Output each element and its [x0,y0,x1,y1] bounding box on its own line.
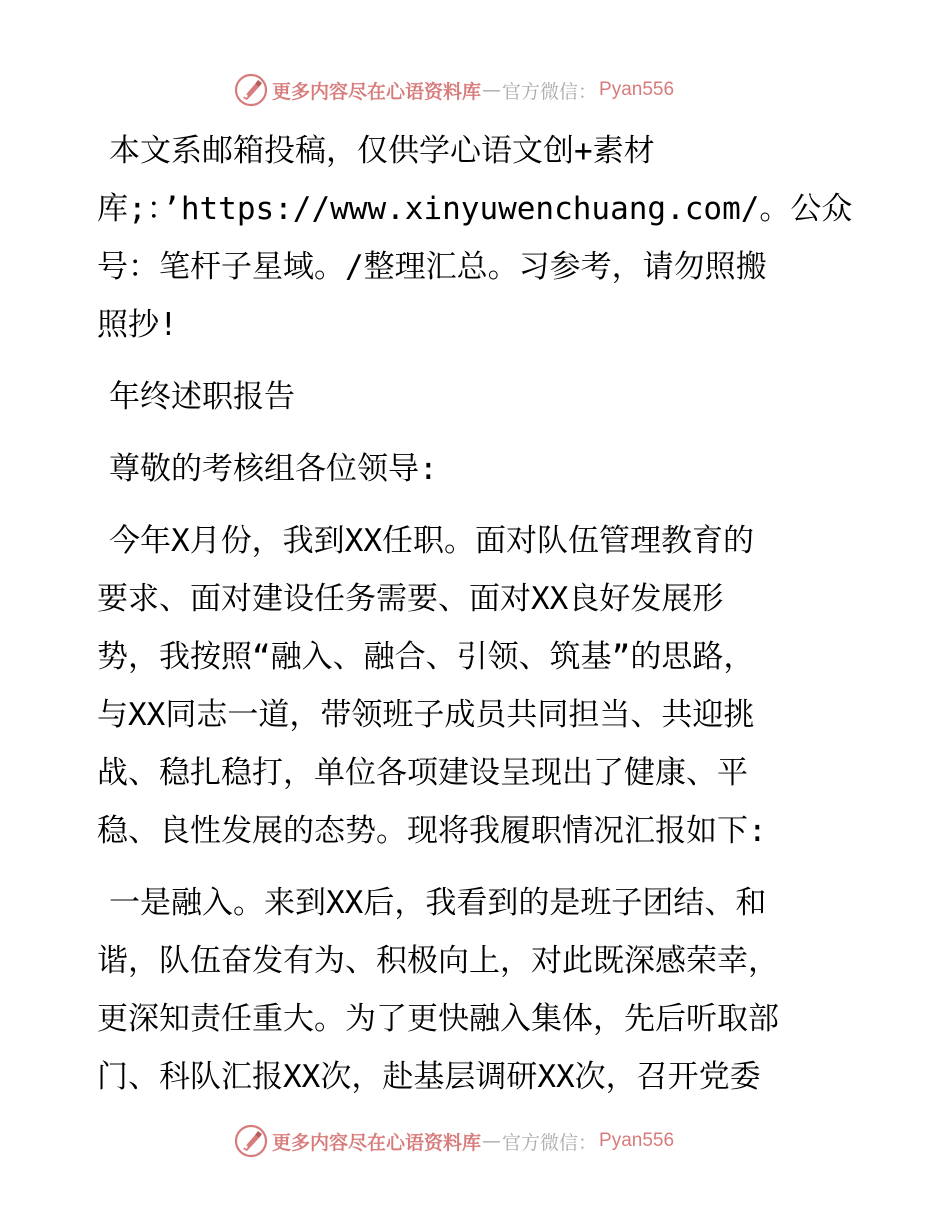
paragraph-title [97,368,842,426]
text-line: 照抄! [97,307,178,343]
text-line: 更深知责任重大。为了更快融入集体，先后听取部 [97,1001,779,1037]
text-line: 一是融入。来到XX后，我看到的是班子团结、和 [109,885,767,921]
salutation-line: 尊敬的考核组各位领导: [109,451,438,487]
document-body [97,122,853,1120]
watermark-brand: 更多内容尽在心语资料库 [272,80,482,103]
watermark-separator: — [482,79,502,101]
pen-nib-logo-icon [234,73,268,107]
text-line: 库;：’https://www.xinyuwenchuang.com/。公众 [97,191,853,227]
text-line: 势，我按照“融入、融合、引领、筑基”的思路， [97,639,755,675]
paragraph-disclaimer [97,122,853,354]
watermark-wechat-id: Pyan556 [599,79,675,100]
watermark-official-label: 官方微信： [502,80,598,103]
text-line: 战、稳扎稳打，单位各项建设呈现出了健康、平 [97,755,748,791]
text-line: 谐，队伍奋发有为、积极向上，对此既深感荣幸， [97,943,779,979]
text-line: 号：笔杆子星域。/整理汇总。习参考，请勿照搬 [97,249,767,285]
text-line: 要求、面对建设任务需要、面对XX良好发展形 [97,581,724,617]
text-line: 稳、良性发展的态势。现将我履职情况汇报如下: [97,813,767,849]
text-line: 今年X月份，我到XX任职。面对队伍管理教育的 [109,523,754,559]
paragraph-intro [97,512,842,860]
watermark-brand: 更多内容尽在心语资料库 [272,1131,482,1154]
text-line: 门、科队汇报XX次，赴基层调研XX次，召开党委 [97,1059,761,1095]
paragraph-section-one [97,874,842,1106]
watermark-wechat-id: Pyan556 [599,1130,675,1151]
footer-watermark [234,1124,674,1158]
header-watermark [234,73,674,107]
text-line: 与XX同志一道，带领班子成员共同担当、共迎挑 [97,697,755,733]
text-line: 本文系邮箱投稿，仅供学心语文创+素材 [109,133,655,169]
pen-nib-logo-icon [234,1124,268,1158]
watermark-official-label: 官方微信： [502,1131,598,1154]
watermark-separator: — [482,1130,502,1152]
paragraph-salutation [97,440,842,498]
document-title: 年终述职报告 [109,379,295,415]
